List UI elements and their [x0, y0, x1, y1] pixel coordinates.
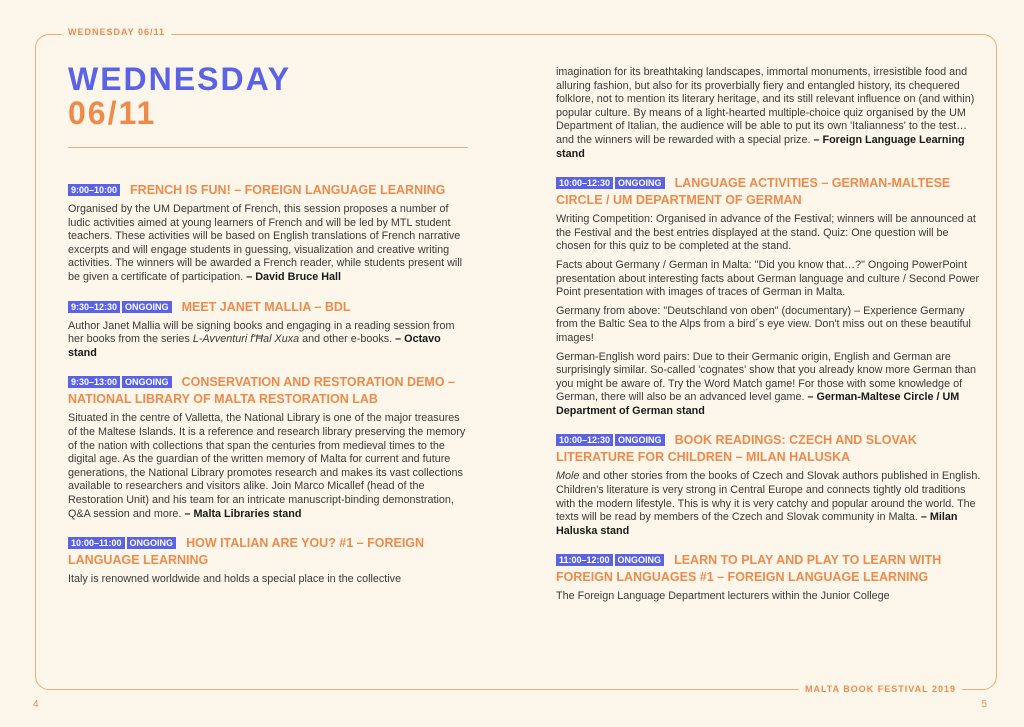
event-credit: – Octavo stand	[68, 333, 441, 359]
event-body: Situated in the centre of Valletta, the National Library is one of the major treasures of the Maltese Islands. It is a reference and research library preserving the memory of the nation with collections that span the centuries from medieval times to the digital age. As the guardian of the written memory of Malta for current and future generations, the National Library promotes research and makes its vast collections available to researchers and visitors alike. Join Marco Micallef (head of the Restoration Unit) and his team for an intricate manuscript-binding demonstration, Q&A session and more.	[68, 412, 466, 520]
event-paragraph: Writing Competition: Organised in advance of the Festival; winners will be announced at the Festival and the best entries displayed at the stand. Quiz: One question will be chosen for this quiz to be completed at the stand.	[556, 213, 976, 253]
event-czech-slovak-readings	[556, 432, 981, 538]
event-credit: – Milan Haluska stand	[556, 511, 958, 537]
time-badge: 9:00–10:00	[68, 184, 120, 196]
event-heading	[556, 175, 981, 209]
event-heading	[68, 299, 468, 316]
event-body: German-English word pairs: Due to their Germanic origin, English and German are surprisingly similar. So-called 'cognates' show that you already know more German than you might be aware of. Try the Word Match game! For those with some knowledge of German, there will also be an advanced level game.	[556, 350, 976, 404]
ongoing-badge: ONGOING	[615, 434, 665, 446]
event-credit: – German-Maltese Circle / UM Department of German stand	[556, 391, 960, 417]
event-description	[68, 320, 468, 361]
event-learn-to-play	[556, 552, 981, 604]
footer-tag: MALTA BOOK FESTIVAL 2019	[799, 684, 962, 694]
event-heading	[68, 535, 468, 569]
ongoing-badge: ONGOING	[122, 376, 172, 388]
event-title: LANGUAGE ACTIVITIES – GERMAN-MALTESE CIRCLE / UM DEPARTMENT OF GERMAN	[556, 176, 951, 208]
event-description: The Foreign Language Department lecturers within the Junior College	[556, 590, 890, 603]
event-title: HOW ITALIAN ARE YOU? #1 – FOREIGN LANGUAGE LEARNING	[68, 536, 425, 568]
title-date: 06/11	[68, 95, 157, 131]
event-french-is-fun	[68, 182, 468, 285]
event-description	[556, 66, 981, 161]
ongoing-badge: ONGOING	[615, 554, 665, 566]
event-italian-continuation	[556, 66, 981, 161]
book-series-title: L-Avventuri f'Ħal Xuxa	[192, 333, 300, 346]
event-description: Italy is renowned worldwide and holds a special place in the collective	[68, 573, 402, 586]
time-badge: 9:30–13:00	[68, 376, 120, 388]
event-description	[68, 412, 468, 521]
page-number-left: 4	[33, 699, 39, 710]
time-badge: 9:30–12:30	[68, 301, 120, 313]
event-title: MEET JANET MALLIA – BDL	[181, 299, 351, 314]
event-title: FRENCH IS FUN! – FOREIGN LANGUAGE LEARNING	[130, 183, 446, 197]
time-badge: 10:00–12:30	[556, 434, 613, 446]
ongoing-badge: ONGOING	[127, 537, 177, 549]
event-description	[556, 470, 981, 538]
ongoing-badge: ONGOING	[615, 177, 665, 189]
event-body: Author Janet Mallia will be signing books and engaging in a reading session from her books from the series	[68, 319, 455, 346]
event-description	[68, 203, 468, 285]
event-body: and other stories from the books of Czech and Slovak authors published in English. Children's literature is very strong in Central Europe and connects tightly old traditions with the modern lifestyle. This is why it is very catchy and popular around the world. The texts will be read by members of the Czech and Slovak community in Malta.	[556, 470, 981, 524]
time-badge: 10:00–11:00	[68, 537, 125, 549]
event-paragraph: Facts about Germany / German in Malta: "Did you know that…?" Ongoing PowerPoint presentation about interesting facts about German language and culture / Second Power Point presentation with images of traces of German in Malta.	[556, 258, 980, 299]
header-tag: WEDNESDAY 06/11	[62, 27, 171, 37]
page-number-right: 5	[981, 699, 987, 710]
event-credit: – Foreign Language Learning stand	[556, 133, 965, 160]
event-paragraph	[556, 351, 981, 419]
event-body: imagination for its breathtaking landscapes, immortal monuments, irresistible food and alluring fashion, but also for its proverbially fiery and entangled history, its chequered folklore, not to mention its literary heritage, and its still relevant influence on (and within) popular culture. By means of a light-hearted multiple-choice quiz organised by the UM Department of Italian, the audience will be able to put its own 'Italianness' to the test… and the winners will be rewarded with a special prize.	[556, 66, 975, 146]
time-badge: 10:00–12:30	[556, 177, 613, 189]
title-divider	[68, 147, 468, 148]
event-meet-janet-mallia	[68, 299, 468, 361]
left-column	[68, 182, 468, 601]
right-column	[556, 66, 981, 618]
page-title	[68, 62, 291, 130]
event-paragraph: Germany from above: "Deutschland von oben" (documentary) – Experience Germany from the Baltic Sea to the Alps from a bird´s eye view. Don't miss out on these beautiful images!	[556, 304, 971, 344]
event-heading	[556, 552, 981, 586]
event-conservation-demo	[68, 374, 468, 521]
event-heading	[556, 432, 981, 466]
ongoing-badge: ONGOING	[122, 301, 172, 313]
event-credit: – Malta Libraries stand	[184, 507, 302, 520]
event-title: LEARN TO PLAY AND PLAY TO LEARN WITH FOREIGN LANGUAGES #1 – FOREIGN LANGUAGE LEARNING	[556, 553, 942, 585]
event-german-language-activities	[556, 175, 981, 418]
event-title: CONSERVATION AND RESTORATION DEMO – NATIONAL LIBRARY OF MALTA RESTORATION LAB	[68, 375, 455, 407]
book-title: Mole	[556, 470, 580, 483]
event-heading	[68, 374, 468, 408]
event-body-end: and other e-books.	[299, 333, 393, 346]
title-day: WEDNESDAY	[68, 61, 292, 97]
event-heading	[68, 182, 468, 199]
event-title: BOOK READINGS: CZECH AND SLOVAK LITERATURE FOR CHILDREN – MILAN HALUSKA	[556, 433, 917, 465]
event-body: Organised by the UM Department of French, this session proposes a number of ludic activities aimed at young learners of French and will be led by MTL student teachers. These activities will be based on English translations of French narrative excerpts and will engage students in guessing, visualization and creative writing activities. The winners will be awarded a French reader, while students present will be given a certificate of participation.	[68, 203, 463, 283]
event-how-italian-are-you	[68, 535, 468, 587]
time-badge: 11:00–12:00	[556, 554, 613, 566]
event-credit: – David Bruce Hall	[246, 270, 342, 283]
